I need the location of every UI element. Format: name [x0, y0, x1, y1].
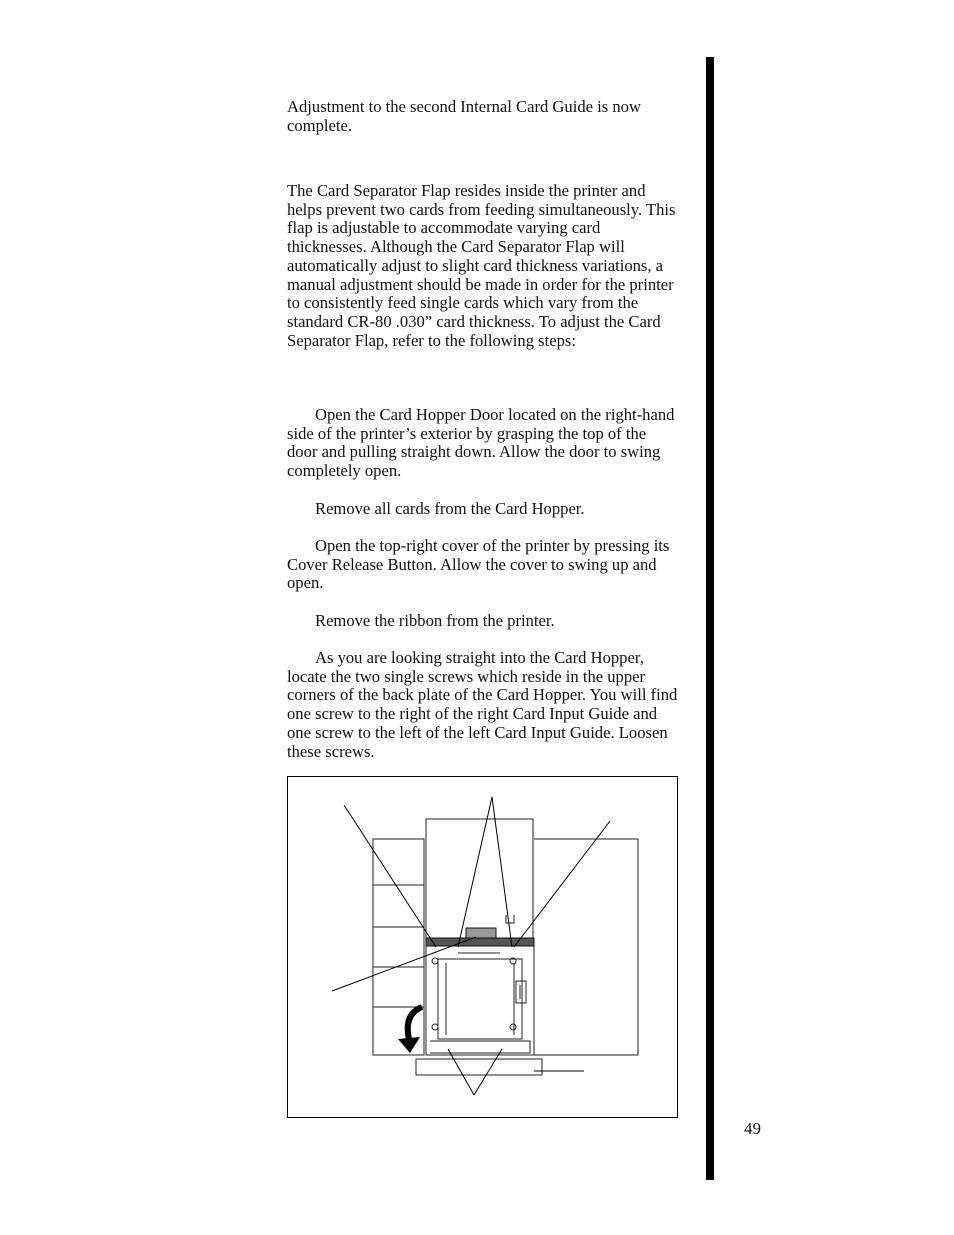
left-screw-icon [432, 958, 438, 964]
printer-right-body [534, 839, 638, 1055]
printer-left-body [373, 839, 424, 1055]
step-remove-ribbon: Remove the ribbon from the printer. [315, 611, 555, 630]
hopper-back-plate [438, 959, 522, 1039]
paragraph-card-separator-flap-intro: The Card Separator Flap resides inside the printer and helps prevent two cards from feeding simultaneously. This flap is adjustable to accommodate varying card thicknesses. Although the Card Separator Flap will automatically adjust to slight card thickness variations, a manual adjustment should be made in order for the printer to consistently feed single cards which vary from the standard CR-80 .030” card thickness. To adjust the Card Separator Flap, refer to the following steps: [287, 181, 676, 350]
printer-left-panel-lines [373, 885, 424, 1007]
card-input-guides [446, 963, 514, 1035]
cover-notch [506, 915, 514, 923]
margin-rule [706, 57, 714, 1180]
paragraph-adjustment-complete: Adjustment to the second Internal Card Guide is now complete. [287, 97, 641, 135]
lower-left-screw-icon [432, 1024, 438, 1030]
page-number: 49 [744, 1119, 761, 1138]
card-hopper-illustration [287, 776, 678, 1118]
lower-right-screw-icon [510, 1024, 516, 1030]
card-hopper-drawing [288, 777, 679, 1119]
card-hopper-frame [426, 941, 534, 1055]
cover-release-button [516, 981, 526, 1003]
hopper-floor [430, 1041, 530, 1053]
step-open-hopper-door: Open the Card Hopper Door located on the right-hand side of the printer’s exterior by grasping the top of the door and pulling straight down. Allow the door to swing completely open. [287, 405, 675, 481]
hopper-door-open [416, 1059, 542, 1075]
step-loosen-screws: As you are looking straight into the Card Hopper, locate the two single screws which reside in the upper corners of the back plate of the Card Hopper. You will find one screw to the right of the right Card Input Guide and one screw to the left of the left Card Input Guide. Loosen these screws. [287, 648, 678, 761]
step-remove-cards: Remove all cards from the Card Hopper. [315, 499, 585, 518]
step-open-top-cover: Open the top-right cover of the printer by pressing its Cover Release Button. Allow the cover to swing up and open. [287, 536, 670, 593]
top-cover-open [426, 819, 533, 945]
